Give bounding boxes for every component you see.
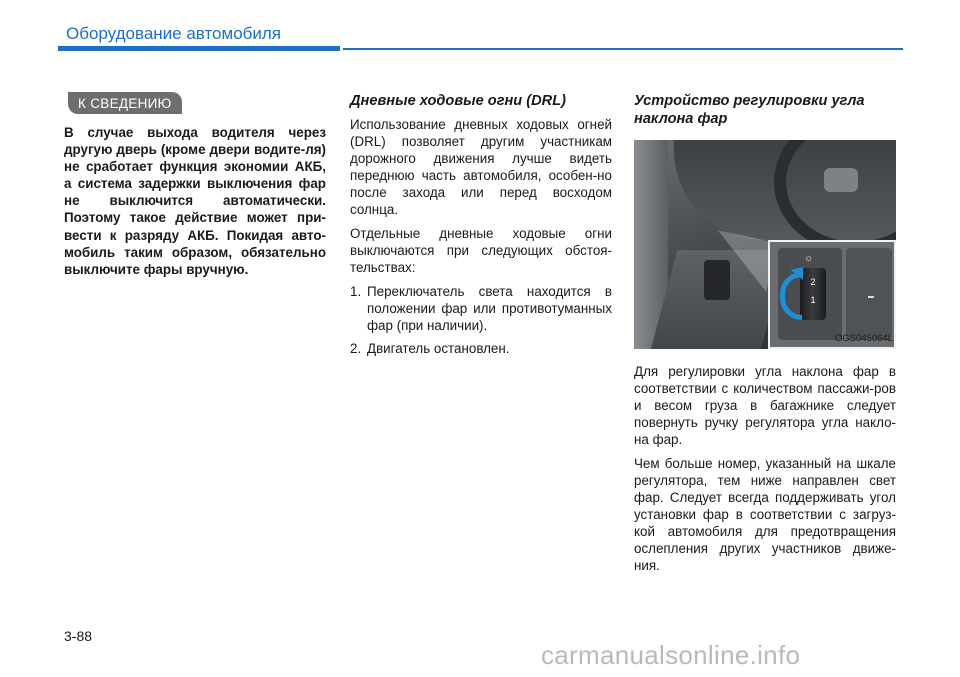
- panel-tick: [868, 296, 874, 298]
- drl-column: [350, 92, 612, 363]
- leveling-column: [634, 92, 896, 581]
- watermark: carmanualsonline.info: [541, 640, 801, 670]
- steering-hub-shape: [824, 168, 858, 192]
- list-item: [350, 283, 612, 334]
- list-item: [350, 340, 612, 357]
- list-item-text: Переключатель света находится в положении фар или противотуманных фар (при наличии).: [367, 284, 612, 333]
- notice-column: [64, 92, 326, 278]
- headlamp-leveling-photo: [634, 140, 896, 349]
- list-item-number: 2.: [350, 341, 362, 356]
- drl-paragraph-2: Отдельные дневные ходовые огни выключаются при следующих обстоя-тельствах:: [350, 226, 612, 275]
- header-rule-thin: [343, 48, 903, 50]
- drl-paragraph-1: Использование дневных ходовых огней (DRL) позволяет другим участникам дорожного движения лучше видеть переднюю часть автомобиля, особен-но после захода или перед восходом солнца.: [350, 117, 612, 217]
- notice-badge: К СВЕДЕНИЮ: [68, 92, 182, 114]
- leveling-heading: Устройство регулировки угла наклона фар: [634, 93, 865, 127]
- headlamp-level-icon: ☼: [804, 253, 814, 264]
- list-item-number: 1.: [350, 284, 362, 299]
- drl-heading: Дневные ходовые огни (DRL): [350, 93, 566, 109]
- list-item-text: Двигатель остановлен.: [367, 341, 510, 356]
- dial-mark: 2: [810, 277, 816, 287]
- blank-switch-panel: [846, 248, 892, 340]
- page-number: 3-88: [64, 628, 93, 644]
- notice-text: В случае выхода водителя через другую дверь (кроме двери водите-ля) не сработает функция экономии АКБ, а система задержки выключения фар не выключится автоматически. Поэтому такое действие может при-вести к разряду АКБ. Покидая авто-мобиль таким образом, обязательно выключите фары вручную.: [64, 125, 326, 277]
- photo-caption: OGS045064L: [834, 333, 893, 344]
- dial-mark: 1: [810, 295, 816, 305]
- section-title: Оборудование автомобиля: [66, 24, 282, 43]
- leveling-paragraph-2: Чем больше номер, указанный на шкале регулятора, тем ниже направлен свет фар. Следует всегда поддерживать угол установки фар в соответствии с загруз-кой автомобиля для предотвращения ослепления других участников движе-ния.: [634, 456, 896, 573]
- leveling-paragraph-1: Для регулировки угла наклона фар в соответствии с количеством пассажи-ров и весом груза в багажнике следует повернуть ручку регулятора угла накло-на фар.: [634, 364, 896, 447]
- header-rule-thick: [58, 46, 340, 51]
